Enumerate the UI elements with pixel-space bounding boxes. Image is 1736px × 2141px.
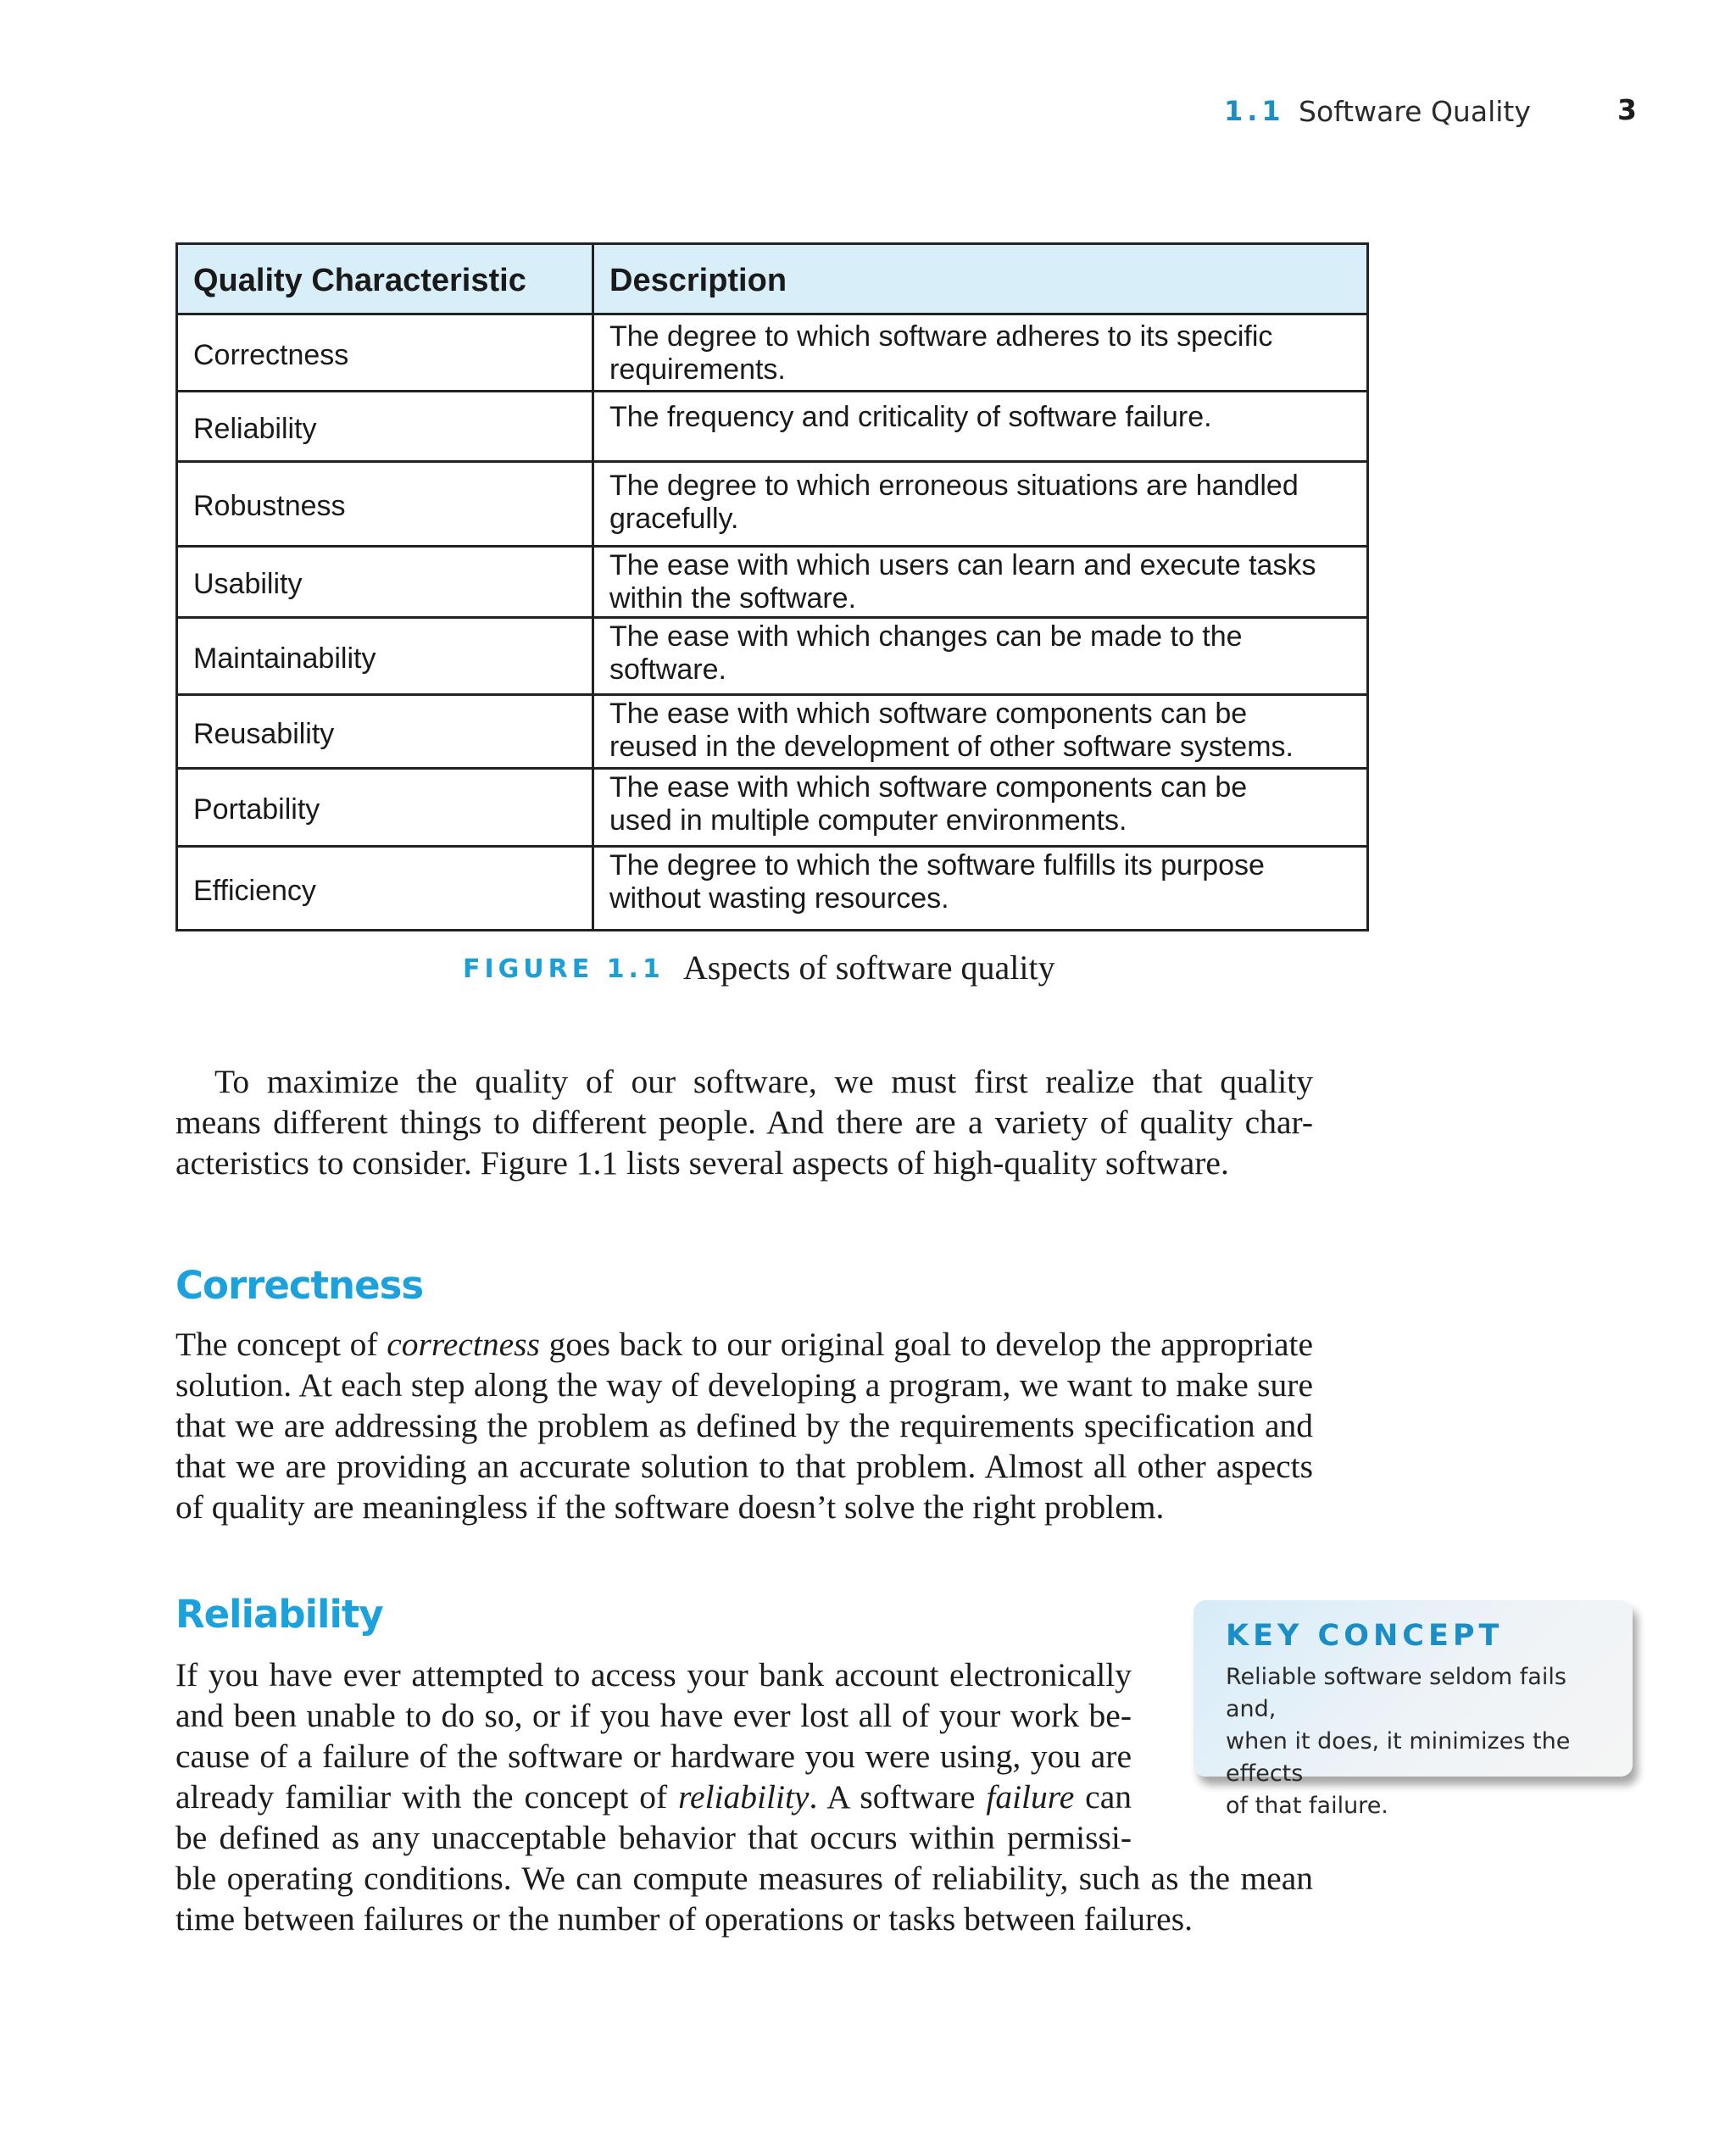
figure-label: FIGURE 1.1: [463, 954, 665, 984]
characteristic-cell: Correctness: [177, 314, 593, 392]
description-cell: [593, 314, 1368, 392]
text-run: can: [1074, 1778, 1132, 1816]
correctness-paragraph: [175, 1324, 1313, 1527]
paragraph-line: means different things to different people. And there are a variety of quality char-: [175, 1104, 1313, 1141]
description-cell: [593, 847, 1368, 931]
paragraph-line: [175, 1777, 1132, 1817]
description-cell: [593, 462, 1368, 547]
quality-characteristics-table: [175, 242, 1369, 931]
italic-term: failure: [986, 1778, 1075, 1816]
section-heading-correctness: Correctness: [175, 1263, 424, 1308]
table-header-row: [177, 244, 1368, 314]
description-line: software.: [609, 653, 726, 686]
description-cell: [593, 392, 1368, 462]
page-number: 3: [1617, 93, 1637, 126]
figure-caption: [463, 948, 1395, 987]
description-line: used in multiple computer environments.: [609, 804, 1127, 837]
text-run: goes back to our original goal to develop the appropriate: [539, 1326, 1313, 1363]
description-line: reused in the development of other software systems.: [609, 731, 1294, 763]
key-concept-line: of that failure.: [1226, 1793, 1388, 1819]
description-line: within the software.: [609, 582, 857, 614]
paragraph-line: time between failures or the number of operations or tasks between failures.: [175, 1900, 1193, 1938]
characteristic-cell: Reliability: [177, 392, 593, 462]
characteristic-cell: Reusability: [177, 695, 593, 769]
table-row: [177, 769, 1368, 847]
table-row: [177, 314, 1368, 392]
text-run: already familiar with the concept of: [175, 1778, 679, 1816]
description-cell: [593, 769, 1368, 847]
description-cell: [593, 618, 1368, 695]
section-number: 1.1: [1224, 95, 1285, 127]
description-line: gracefully.: [609, 503, 739, 535]
paragraph-line: solution. At each step along the way of developing a program, we want to make sure: [175, 1366, 1313, 1404]
running-head: [1221, 92, 1644, 134]
description-line: The degree to which the software fulfills its purpose: [609, 849, 1265, 881]
reliability-paragraph: [175, 1654, 1132, 1858]
characteristic-cell: Robustness: [177, 462, 593, 547]
characteristic-cell: Maintainability: [177, 618, 593, 695]
description-cell: [593, 547, 1368, 618]
paragraph-line: of quality are meaningless if the software doesn’t solve the right problem.: [175, 1488, 1165, 1526]
description-line: The ease with which users can learn and execute tasks: [609, 549, 1316, 581]
description-line: The ease with which changes can be made to the: [609, 620, 1243, 653]
text-run: The concept of: [175, 1326, 387, 1363]
description-line: without wasting resources.: [609, 882, 949, 915]
characteristic-cell: Efficiency: [177, 847, 593, 931]
paragraph-line: acteristics to consider. Figure 1.1 lists several aspects of high-quality software.: [175, 1144, 1229, 1182]
description-line: The degree to which software adheres to its specific: [609, 320, 1273, 353]
header-description: Description: [593, 244, 1368, 314]
characteristic-cell: Usability: [177, 547, 593, 618]
paragraph-line: To maximize the quality of our software, we must first realize that quality: [214, 1063, 1313, 1100]
description-line: requirements.: [609, 353, 786, 386]
paragraph-line: ble operating conditions. We can compute measures of reliability, such as the mean: [175, 1860, 1313, 1897]
paragraph-line: [175, 1324, 1313, 1365]
description-line: The frequency and criticality of software failure.: [609, 400, 1212, 433]
table-row: [177, 547, 1368, 618]
paragraph-line: and been unable to do so, or if you have ever lost all of your work be-: [175, 1697, 1132, 1734]
paragraph-line: be defined as any unacceptable behavior that occurs within permissi-: [175, 1819, 1132, 1856]
description-line: The ease with which software components can be: [609, 698, 1248, 730]
paragraph-line: that we are addressing the problem as defined by the requirements specification and: [175, 1407, 1313, 1444]
description-line: The ease with which software components can be: [609, 771, 1248, 804]
text-run: . A software: [809, 1778, 987, 1816]
paragraph-line: If you have ever attempted to access your bank account electronically: [175, 1656, 1132, 1693]
table-row: [177, 462, 1368, 547]
intro-paragraph: [175, 1061, 1313, 1183]
key-concept-line: when it does, it minimizes the effects: [1226, 1728, 1571, 1787]
section-heading-reliability: Reliability: [175, 1592, 383, 1637]
key-concept-line: Reliable software seldom fails and,: [1226, 1664, 1566, 1722]
section-title: Software Quality: [1299, 95, 1531, 128]
key-concept-title: KEY CONCEPT: [1226, 1619, 1504, 1653]
table-row: [177, 847, 1368, 931]
table-row: [177, 392, 1368, 462]
italic-term: correctness: [387, 1326, 540, 1363]
key-concept-text: [1226, 1661, 1607, 1822]
table-row: [177, 618, 1368, 695]
table-row: [177, 695, 1368, 769]
header-quality-characteristic: Quality Characteristic: [177, 244, 593, 314]
figure-caption-text: Aspects of software quality: [682, 948, 1055, 987]
key-concept-box: [1194, 1600, 1633, 1819]
characteristic-cell: Portability: [177, 769, 593, 847]
description-cell: [593, 695, 1368, 769]
reliability-paragraph-continued: [175, 1858, 1313, 1939]
italic-term: reliability: [678, 1778, 810, 1816]
paragraph-line: that we are providing an accurate solution to that problem. Almost all other aspects: [175, 1448, 1313, 1485]
description-line: The degree to which erroneous situations are handled: [609, 470, 1299, 502]
paragraph-line: cause of a failure of the software or hardware you were using, you are: [175, 1738, 1132, 1775]
